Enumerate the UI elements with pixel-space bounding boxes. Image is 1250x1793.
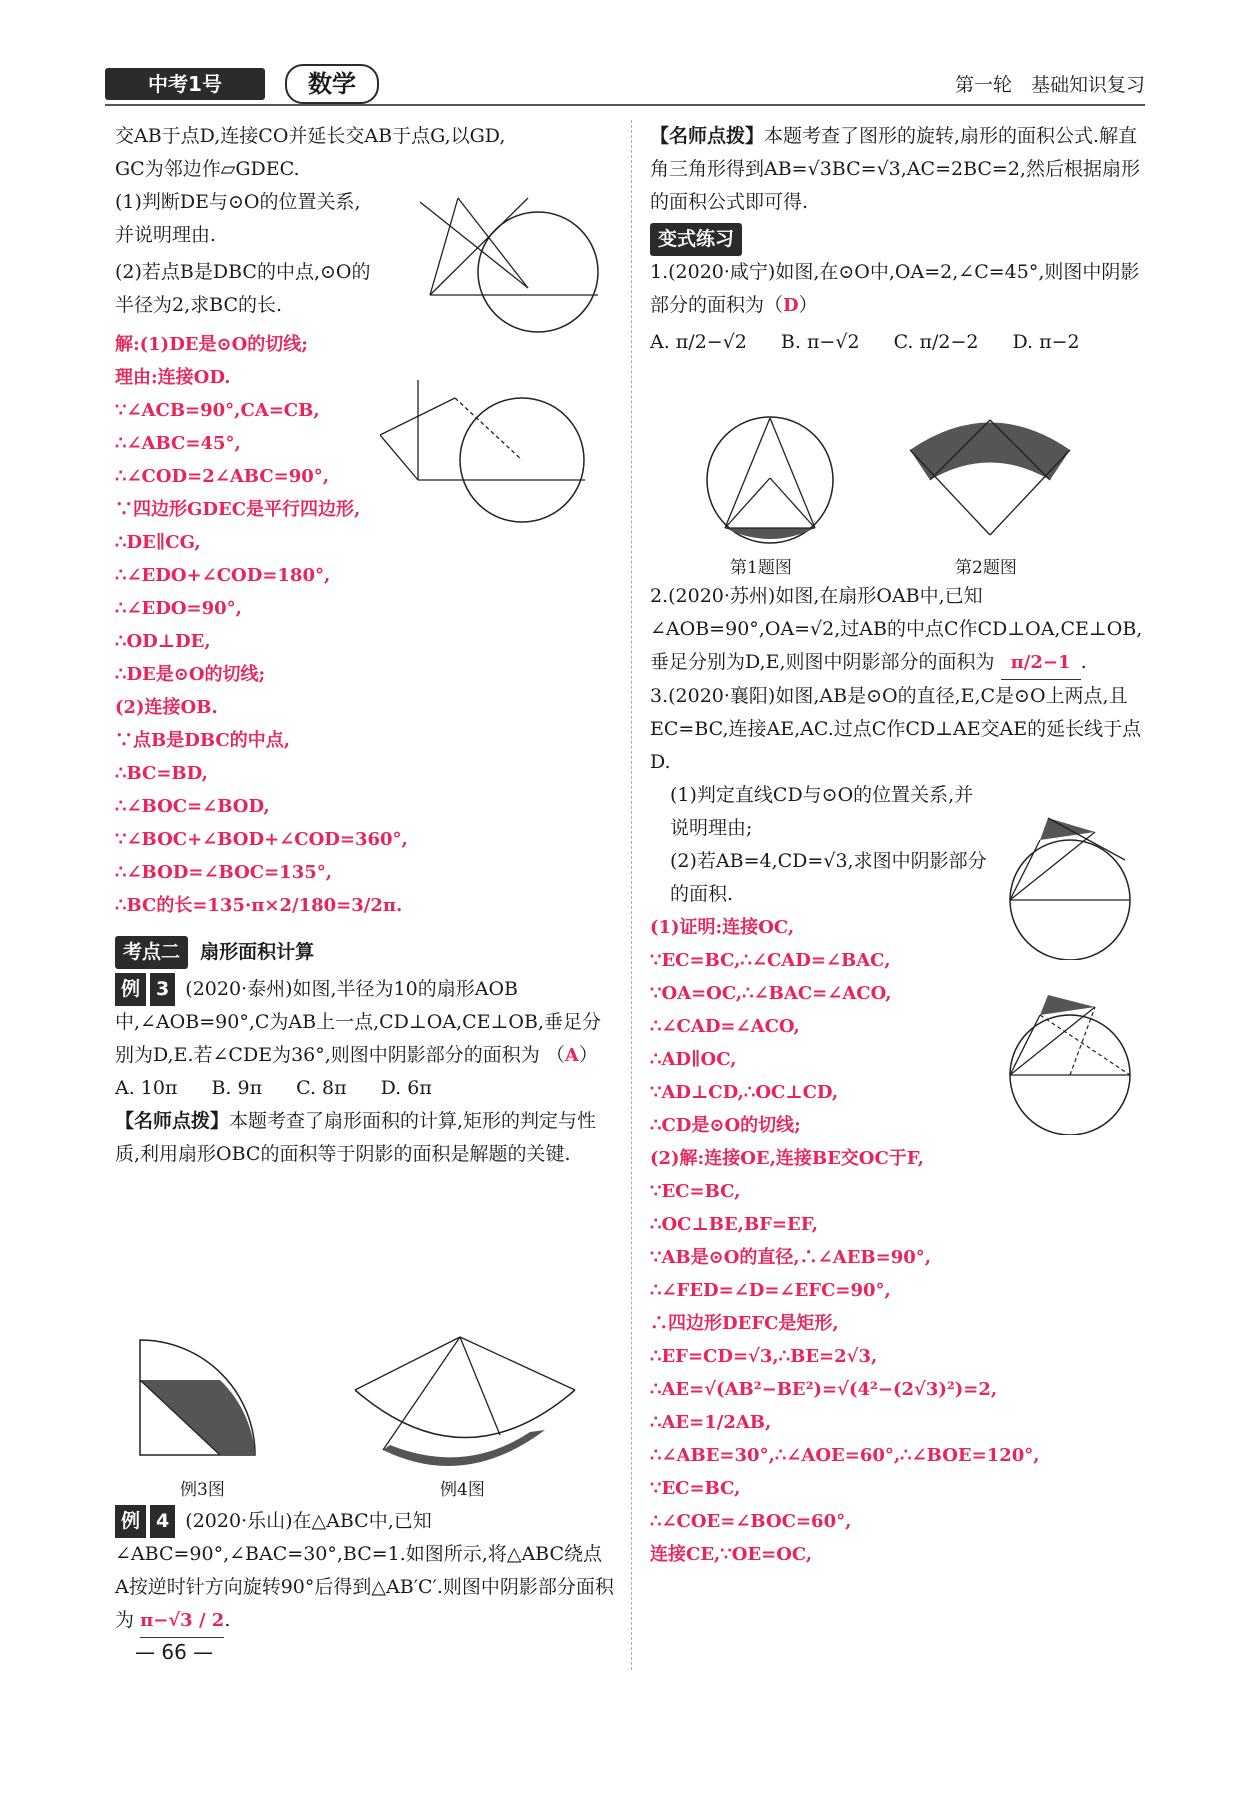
left-column: 交AB于点D,连接CO并延长交AB于点G,以GD, GC为邻边作▱GDEC. (1)判断DE与⊙O的位置关系,并说明理由. (2)若点B是DBC的中点,⊙O的半径为2,求BC的长. 解:(1)DE是⊙O的切线; 理由:连接OD. ∵∠ACB=90°,CA=CB, ∴∠ABC=45°, ∴∠COD=2∠ABC=90°, ∵四边形GDEC是平行四边形, ∴DE∥CG, ∴∠EDO+∠COD=180°, ∴∠EDO=90°, ∴OD⊥DE, ∴DE是⊙O的切线; (2)连接OB. ∵点B是DBC的中点, ∴BC=BD, ∴∠BOC=∠BOD, ∵∠BOC+∠BOD+∠COD=360°, ∴∠BOD=∠BOC=135°, ∴BC的长=135·π×2/180=3/2π. 考点二 扇形面积计算 例 3 (2020·泰州)如图,半径为10的扇形AOB中,∠AOB=90°,C为AB上一点,CD⊥OA,CE⊥OB,垂足分别为D,E.若∠CDE为36°,则图中阴影部分的面积为 （A） A. 10π B. 9π C. 8π D. 6π 【名师点拨】本题考查了扇形面积的计算,矩形的判定与性质,利用扇形OBC的面积等于阴影的面积是解题的关键. (115, 120, 615, 1171)
solution-line: ∵点B是DBC的中点, (115, 730, 290, 751)
intro-line: GC为邻边作▱GDEC. (115, 158, 300, 180)
example-4-answer: π−√3 / 2 (140, 1604, 224, 1638)
solution-line: (1)证明:连接OC, (650, 917, 795, 938)
figure-practice-2 (900, 405, 1080, 545)
figure-caption: 例3图 (180, 1480, 225, 1500)
solution-line: ∵EC=BC, (650, 1478, 741, 1499)
tip-label: 【名师点拨】 (650, 125, 765, 147)
solution-line: ∵AB是⊙O的直径,∴∠AEB=90°, (650, 1247, 932, 1268)
solution-line: ∵EC=BC, (650, 1181, 741, 1202)
section-tag: 考点二 (115, 936, 188, 969)
example-3-text: (2020·泰州)如图,半径为10的扇形AOB中,∠AOB=90°,C为AB上一点,CD⊥OA,CE⊥OB,垂足分别为D,E.若∠CDE为36°,则图中阴影部分的面积为 (115, 978, 601, 1066)
tip-label: 【名师点拨】 (115, 1110, 230, 1132)
solution-line: ∵OA=OC,∴∠BAC=∠ACO, (650, 983, 892, 1004)
solution-line: ∴DE∥CG, (115, 532, 201, 553)
page-number: — 66 — (135, 1640, 214, 1664)
practice-q2: 2.(2020·苏州)如图,在扇形OAB中,已知∠AOB=90°,OA=√2,过AB的中点C作CD⊥OA,CE⊥OB,垂足分别为D,E,则图中阴影部分的面积为 (650, 585, 1143, 673)
practice-q2-answer: π/2−1 (1001, 646, 1081, 680)
question-part-1: (1)判断DE与⊙O的位置关系,并说明理由. (115, 191, 361, 246)
solution-line: 解:(1)DE是⊙O的切线; (115, 334, 308, 355)
practice-q1-answer: D (783, 295, 799, 316)
solution-line: ∴∠BOD=∠BOC=135°, (115, 862, 333, 883)
tip-text: 本题考查了图形的旋转,扇形的面积公式.解直角三角形得到AB=√3BC=√3,AC=2BC=2,然后根据扇形的面积公式即可得. (650, 125, 1140, 213)
solution-line: ∴BC的长=135·π×2/180=3/2π. (115, 895, 403, 916)
figure-caption: 第2题图 (955, 558, 1017, 578)
solution-line: ∴∠COD=2∠ABC=90°, (115, 466, 330, 487)
solution-line: ∵EC=BC,∴∠CAD=∠BAC, (650, 950, 891, 971)
figure-q-circle-2 (380, 380, 620, 540)
practice-q2-block: 2.(2020·苏州)如图,在扇形OAB中,已知∠AOB=90°,OA=√2,过AB的中点C作CD⊥OA,CE⊥OB,垂足分别为D,E,则图中阴影部分的面积为 π/2−1 . 3.(2020·襄阳)如图,AB是⊙O的直径,E,C是⊙O上两点,且EC=BC,连接AE,AC.过点C作CD⊥AE交AE的延长线于点D. (1)判定直线CD与⊙O的位置关系,并说明理由; (2)若AB=4,CD=√3,求图中阴影部分的面积. (1)证明:连接OC, ∵EC=BC,∴∠CAD=∠BAC, ∵OA=OC,∴∠BAC=∠ACO, ∴∠CAD=∠ACO, ∴AD∥OC, ∵AD⊥CD,∴OC⊥CD, ∴CD是⊙O的切线; (2)解:连接OE,连接BE交OC于F, ∵EC=BC, ∴OC⊥BE,BF=EF, ∵AB是⊙O的直径,∴∠AEB=90°, ∴∠FED=∠D=∠EFC=90°, ∴四边形DEFC是矩形, ∴EF=CD=√3,∴BE=2√3, ∴AE=√(AB²−BE²)=√(4²−(2√3)²)=2, ∴AE=1/2AB, ∴∠ABE=30°,∴∠AOE=60°,∴∠BOE=120°, ∵EC=BC, ∴∠COE=∠BOC=60°, 连接CE,∵OE=OC, (650, 580, 1150, 1571)
solution-line: ∴AE=√(AB²−BE²)=√(4²−(2√3)²)=2, (650, 1379, 998, 1400)
solution-line: ∵四边形GDEC是平行四边形, (115, 499, 361, 520)
choice: C. π/2−2 (893, 331, 979, 353)
solution-line: ∴∠ABE=30°,∴∠AOE=60°,∴∠BOE=120°, (650, 1445, 1040, 1466)
solution-line: (2)连接OB. (115, 697, 218, 718)
solution-line: ∴∠COE=∠BOC=60°, (650, 1511, 852, 1532)
practice-title: 变式练习 (650, 223, 742, 256)
solution-line: ∴∠BOC=∠BOD, (115, 796, 270, 817)
choice: D. 6π (380, 1077, 432, 1099)
solution-line: ∴∠EDO+∠COD=180°, (115, 565, 331, 586)
tip-text: 本题考查了扇形面积的计算,矩形的判定与性质,利用扇形OBC的面积等于阴影的面积是解题的关键. (115, 1110, 597, 1165)
figure-example-4 (345, 1335, 585, 1475)
example-4-block: 例 4 (2020·乐山)在△ABC中,已知∠ABC=90°,∠BAC=30°,BC=1.如图所示,将△ABC绕点A按逆时针方向旋转90°后得到△AB′C′.则图中阴影部分面积为 π−√3 / 2. (115, 1505, 615, 1638)
solution-line: ∴∠FED=∠D=∠EFC=90°, (650, 1280, 891, 1301)
figure-example-3 (130, 1330, 280, 1470)
solution-line: ∴CD是⊙O的切线; (650, 1115, 801, 1136)
example-3-answer: A (564, 1045, 579, 1066)
practice-q3: 3.(2020·襄阳)如图,AB是⊙O的直径,E,C是⊙O上两点,且EC=BC,连接AE,AC.过点C作CD⊥AE交AE的延长线于点D. (650, 685, 1142, 773)
solution-line: ∵AD⊥CD,∴OC⊥CD, (650, 1082, 839, 1103)
choice: C. 8π (296, 1077, 347, 1099)
solution-line: ∵∠ACB=90°,CA=CB, (115, 400, 320, 421)
figure-practice-1 (705, 410, 835, 550)
practice-q3-part-1: (1)判定直线CD与⊙O的位置关系,并说明理由; (670, 784, 974, 839)
practice-q3-part-2: (2)若AB=4,CD=√3,求图中阴影部分的面积. (670, 850, 987, 905)
figure-caption: 第1题图 (730, 558, 792, 578)
example-label: 例 (115, 973, 146, 1006)
solution-line: ∴BC=BD, (115, 763, 208, 784)
solution-line: 理由:连接OD. (115, 367, 231, 388)
example-label: 例 (115, 1505, 146, 1538)
solution-line: ∴∠EDO=90°, (115, 598, 242, 619)
example-number: 3 (150, 973, 175, 1006)
question-part-2: (2)若点B是DBC的中点,⊙O的半径为2,求BC的长. (115, 261, 371, 316)
solution-line: ∴四边形DEFC是矩形, (650, 1313, 839, 1334)
header-rule (105, 104, 1145, 106)
solution-line: ∴OD⊥DE, (115, 631, 211, 652)
solution-line: ∴∠CAD=∠ACO, (650, 1016, 800, 1037)
figure-practice-3b (1000, 985, 1145, 1135)
choice: B. 9π (211, 1077, 263, 1099)
example-4-text: (2020·乐山)在△ABC中,已知∠ABC=90°,∠BAC=30°,BC=1.如图所示,将△ABC绕点A按逆时针方向旋转90°后得到△AB′C′.则图中阴影部分面积为 (115, 1510, 614, 1631)
choice: A. 10π (115, 1077, 178, 1099)
solution-line: ∴DE是⊙O的切线; (115, 664, 266, 685)
solution-line: ∵∠BOC+∠BOD+∠COD=360°, (115, 829, 408, 850)
choice: A. π/2−√2 (650, 331, 747, 353)
solution-line: (2)解:连接OE,连接BE交OC于F, (650, 1148, 925, 1169)
solution-line: ∴AD∥OC, (650, 1049, 737, 1070)
choice: B. π−√2 (780, 331, 860, 353)
example-number: 4 (150, 1505, 175, 1538)
intro-line: 交AB于点D,连接CO并延长交AB于点G,以GD, (115, 125, 506, 147)
right-column: 【名师点拨】本题考查了图形的旋转,扇形的面积公式.解直角三角形得到AB=√3BC=√3,AC=2BC=2,然后根据扇形的面积公式即可得. 变式练习 1.(2020·咸宁)如图,在⊙O中,OA=2,∠C=45°,则图中阴影部分的面积为（D） A. π/2−√2 B. π−√2 C. π/2−2 D. π−2 (650, 120, 1150, 359)
subject-badge: 数学 (285, 64, 379, 104)
solution-line: ∴AE=1/2AB, (650, 1412, 772, 1433)
solution-line: 连接CE,∵OE=OC, (650, 1544, 813, 1565)
page-header (105, 62, 1145, 104)
solution-line: ∴OC⊥BE,BF=EF, (650, 1214, 818, 1235)
practice-q1: 1.(2020·咸宁)如图,在⊙O中,OA=2,∠C=45°,则图中阴影部分的面积为 (650, 261, 1140, 316)
chapter-title: 第一轮 基础知识复习 (954, 74, 1145, 96)
choice: D. π−2 (1012, 331, 1080, 353)
solution-line: ∴EF=CD=√3,∴BE=2√3, (650, 1346, 878, 1367)
column-divider (631, 120, 632, 1670)
series-logo: 中考1号 (105, 68, 265, 100)
figure-practice-3a (1000, 810, 1145, 960)
solution-line: ∴∠ABC=45°, (115, 433, 241, 454)
section-title: 扇形面积计算 (200, 941, 315, 963)
figure-q-circle-1 (420, 190, 620, 340)
figure-caption: 例4图 (440, 1480, 485, 1500)
